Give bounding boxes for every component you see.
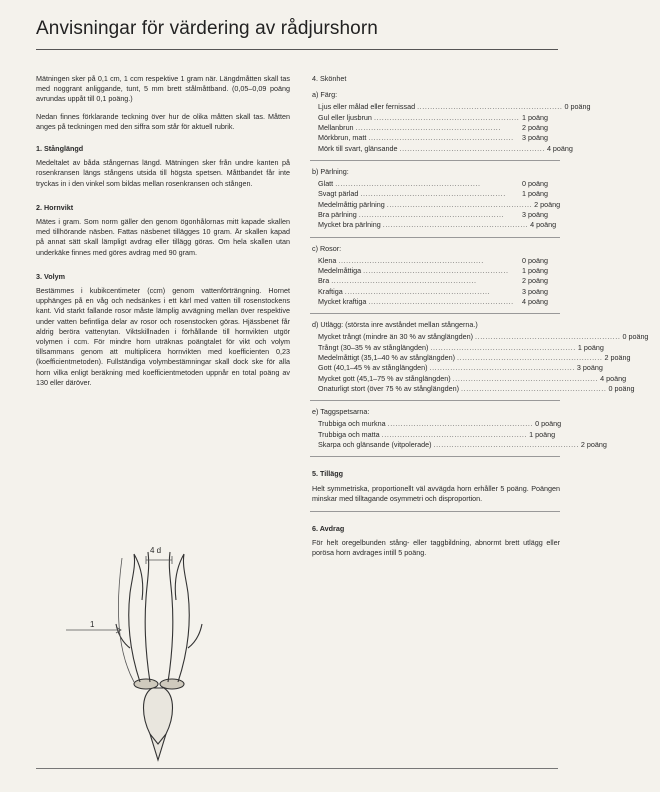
score-list-rosor xyxy=(318,256,560,307)
score-label: Mörk till svart, glänsande xyxy=(318,143,398,153)
score-value: 0 poäng xyxy=(608,383,635,393)
score-list-utlagg xyxy=(318,332,649,394)
section-heading-avdrag: 6. Avdrag xyxy=(312,523,345,533)
antler-measurement-diagram xyxy=(60,538,240,763)
score-label: Trubbiga och murkna xyxy=(318,419,386,429)
score-value: 0 poäng xyxy=(522,255,548,265)
leader-dots: ........................................................ xyxy=(331,276,477,286)
score-row xyxy=(318,143,573,154)
score-label: Gul eller ljusbrun xyxy=(318,112,372,122)
score-row xyxy=(318,419,560,429)
score-label: Bra pärlning xyxy=(318,209,357,219)
score-row xyxy=(318,287,560,297)
figure-label-distance: 4 d xyxy=(150,546,162,555)
score-label: Gott (40,1–45 % av stånglängden) xyxy=(318,363,428,373)
score-row xyxy=(318,266,560,276)
leader-dots: ........................................................ xyxy=(430,342,576,352)
group-title-farg: a) Färg: xyxy=(312,90,338,100)
score-value: 0 poäng xyxy=(522,179,548,189)
leader-dots: ........................................................ xyxy=(363,266,509,276)
score-label: Mörkbrun, matt xyxy=(318,133,367,143)
score-row xyxy=(318,383,635,394)
intro-paragraph-1: Mätningen sker på 0,1 cm, 1 ccm respektive 1 gram när. Längdmåtten skall tas med noggrant anliggande, tunt, 5 mm brett stålmåttband. (0,05–0,09 poäng avrundas uppåt till 0,1 poäng.) xyxy=(36,74,290,104)
score-label: Svagt pärlad xyxy=(318,189,359,199)
score-list-parlning xyxy=(318,179,560,230)
leader-dots: ........................................................ xyxy=(368,296,514,306)
group-title-utlagg: d) Utlägg: (största inre avståndet mellan stångerna.) xyxy=(312,320,478,330)
section-heading-tillagg: 5. Tillägg xyxy=(312,469,344,479)
left-column xyxy=(36,74,290,395)
leader-dots: ........................................................ xyxy=(429,363,575,373)
score-row xyxy=(318,332,649,342)
score-label: Medelmåttigt (35,1–40 % av stånglängden) xyxy=(318,353,456,363)
leader-dots: ........................................................ xyxy=(386,199,533,209)
score-row xyxy=(318,102,591,112)
leader-dots: ........................................................ xyxy=(368,133,514,143)
score-value: 1 poäng xyxy=(529,429,556,439)
score-label: Bra xyxy=(318,276,330,286)
score-row xyxy=(318,353,631,363)
section-heading-stanglangd: 1. Stånglängd xyxy=(36,144,84,154)
score-value: 1 poäng xyxy=(577,342,604,352)
leader-dots: ........................................................ xyxy=(387,419,534,429)
leader-dots: ........................................................ xyxy=(457,353,603,363)
score-label: Kraftiga xyxy=(318,286,343,296)
score-value: 3 poäng xyxy=(576,363,603,373)
group-divider xyxy=(310,237,560,238)
leader-dots: ........................................................ xyxy=(417,102,563,112)
leader-dots: ........................................................ xyxy=(358,209,505,219)
group-divider xyxy=(310,400,560,401)
score-value: 4 poäng xyxy=(600,373,627,383)
leader-dots: ........................................................ xyxy=(381,429,528,439)
section-text-hornvikt: Mätes i gram. Som norm gäller den genom ögonhålornas mitt kapade skallen med tillhörande näsben. Fattas näsbenet tillägges 10 gram. Är skallen kapad på annat sätt skall lämpligt avdrag eller tillägg göras. Om hela skallen utan underkäke finnes med göres avdrag med 90 gram. xyxy=(36,217,290,257)
section-text-tillagg: Helt symmetriska, proportionellt väl avvägda horn erhåller 5 poäng. Poängen minskar med tilltagande osymmetri och disproportion. xyxy=(312,483,560,503)
score-row xyxy=(318,179,560,189)
score-value: 2 poäng xyxy=(580,440,607,450)
score-row xyxy=(318,373,627,384)
score-label: Mycket bra pärlning xyxy=(318,220,381,230)
leader-dots: ........................................................ xyxy=(338,255,484,265)
score-list-taggspetsarna xyxy=(318,419,607,450)
score-row xyxy=(318,297,560,307)
leader-dots: ........................................................ xyxy=(433,440,579,450)
leader-dots: ........................................................ xyxy=(399,143,545,153)
score-label: Ljus eller målad eller fernissad xyxy=(318,102,416,112)
score-value: 1 poäng xyxy=(522,189,548,199)
section-text-volym: Bestämmes i kubikcentimeter (ccm) genom vattenförträngning. Hornet upphänges på en våg och nedsänkes i ett kärl med vatten till rosenstockens kant. Vid starkt fallande rosor måste lämplig avvägning mellan över respektive under vatten befintliga delar av rosor och rosenstocken göras. Hjässbenet får aldrig beröra vattenytan. Viktskillnaden i förhållande till hornvikten utgör volymen i ccm. För mindre horn uträknas poängtalet för vikt och volym tillsammans genom att multiplicera hornvikten med koefficienten 0,23 (koefficientmetoden). Fullständiga volymbestämningar skall dock ske för alla horn vilka enligt beräkning med koefficientmetoden uppnår en total poäng av 130 eller däröver. xyxy=(36,286,290,387)
group-divider xyxy=(310,456,560,457)
score-row xyxy=(318,220,560,230)
score-value: 3 poäng xyxy=(522,286,548,296)
group-title-parlning: b) Pärlning: xyxy=(312,166,349,176)
score-value: 2 poäng xyxy=(522,123,548,132)
score-row xyxy=(318,342,604,353)
right-column xyxy=(312,74,649,566)
section-heading-hornvikt: 2. Hornvikt xyxy=(36,202,74,212)
leader-dots: ........................................................ xyxy=(475,332,621,342)
score-label: Trubbiga och matta xyxy=(318,429,380,439)
page-title: Anvisningar för värdering av rådjurshorn xyxy=(36,18,378,39)
score-row xyxy=(318,256,560,266)
score-row xyxy=(318,133,560,143)
score-label: Klena xyxy=(318,255,337,265)
score-row xyxy=(318,210,560,220)
score-value: 2 poäng xyxy=(534,199,561,209)
score-value: 3 poäng xyxy=(522,133,548,143)
score-value: 0 poäng xyxy=(535,419,562,429)
leader-dots: ........................................................ xyxy=(382,220,529,230)
score-list-farg xyxy=(318,102,591,153)
leader-dots: ........................................................ xyxy=(344,286,491,296)
score-value: 4 poäng xyxy=(522,296,548,306)
score-label: Mellanbrun xyxy=(318,123,354,132)
group-title-rosor: c) Rosor: xyxy=(312,243,342,253)
leader-dots: ........................................................ xyxy=(360,189,506,199)
score-label: Medelmåttiga xyxy=(318,266,362,276)
score-row xyxy=(318,123,560,133)
score-row xyxy=(318,189,560,199)
section-text-stanglangd: Medeltalet av båda stångernas längd. Mätningen sker från undre kanten på rosenkransen längs stångens utsida till högsta spetsen. Måttbandet får inte tryckas in i den vinkel som bildas mellan rosenkransen och stången. xyxy=(36,158,290,188)
group-divider xyxy=(310,160,560,161)
score-row xyxy=(318,113,560,123)
score-label: Glatt xyxy=(318,179,334,189)
score-label: Mycket kraftiga xyxy=(318,296,367,306)
leader-dots: ........................................................ xyxy=(461,383,607,393)
intro-paragraph-2: Nedan finnes förklarande teckning över hur de olika måtten skall tas. Måtten anges på teckningen med den siffra som står för aktuell rubrik. xyxy=(36,111,290,131)
score-row xyxy=(318,440,607,450)
bottom-rule xyxy=(36,768,558,769)
section-text-avdrag: För helt oregelbunden stång- eller taggbildning, abnormt brett utlägg eller porösa horn avdrages intill 5 poäng. xyxy=(312,538,560,558)
group-divider xyxy=(310,511,560,512)
score-row xyxy=(318,200,560,210)
score-value: 1 poäng xyxy=(522,266,548,276)
leader-dots: ........................................................ xyxy=(452,373,599,383)
score-label: Mycket trångt (mindre än 30 % av stånglängden) xyxy=(318,332,474,342)
score-value: 1 poäng xyxy=(522,112,548,122)
score-value: 3 poäng xyxy=(522,209,548,219)
score-label: Mycket gott (45,1–75 % av stånglängden) xyxy=(318,373,451,383)
section-heading-volym: 3. Volym xyxy=(36,271,66,281)
score-value: 4 poäng xyxy=(530,220,557,230)
section-heading-skonhet: 4. Skönhet xyxy=(312,74,347,83)
score-value: 0 poäng xyxy=(564,102,591,112)
score-value: 2 poäng xyxy=(604,353,631,363)
score-row xyxy=(318,276,560,286)
score-label: Onaturligt stort (över 75 % av stånglängden) xyxy=(318,383,460,393)
leader-dots: ........................................................ xyxy=(373,112,520,122)
score-value: 2 poäng xyxy=(522,276,548,286)
leader-dots: ........................................................ xyxy=(355,123,501,132)
score-label: Medelmåttig pärlning xyxy=(318,199,385,209)
score-value: 4 poäng xyxy=(546,143,573,153)
score-value: 0 poäng xyxy=(622,332,649,342)
score-row xyxy=(318,363,603,373)
group-divider xyxy=(310,313,560,314)
score-row xyxy=(318,430,560,440)
score-label: Skarpa och glänsande (vitpolerade) xyxy=(318,440,432,450)
score-label: Trångt (30–35 % av stånglängden) xyxy=(318,342,429,352)
figure-label-length: 1 xyxy=(90,620,95,629)
title-rule xyxy=(36,49,558,50)
leader-dots: ........................................................ xyxy=(335,179,481,189)
group-title-taggspetsarna: e) Taggspetsarna: xyxy=(312,407,370,417)
